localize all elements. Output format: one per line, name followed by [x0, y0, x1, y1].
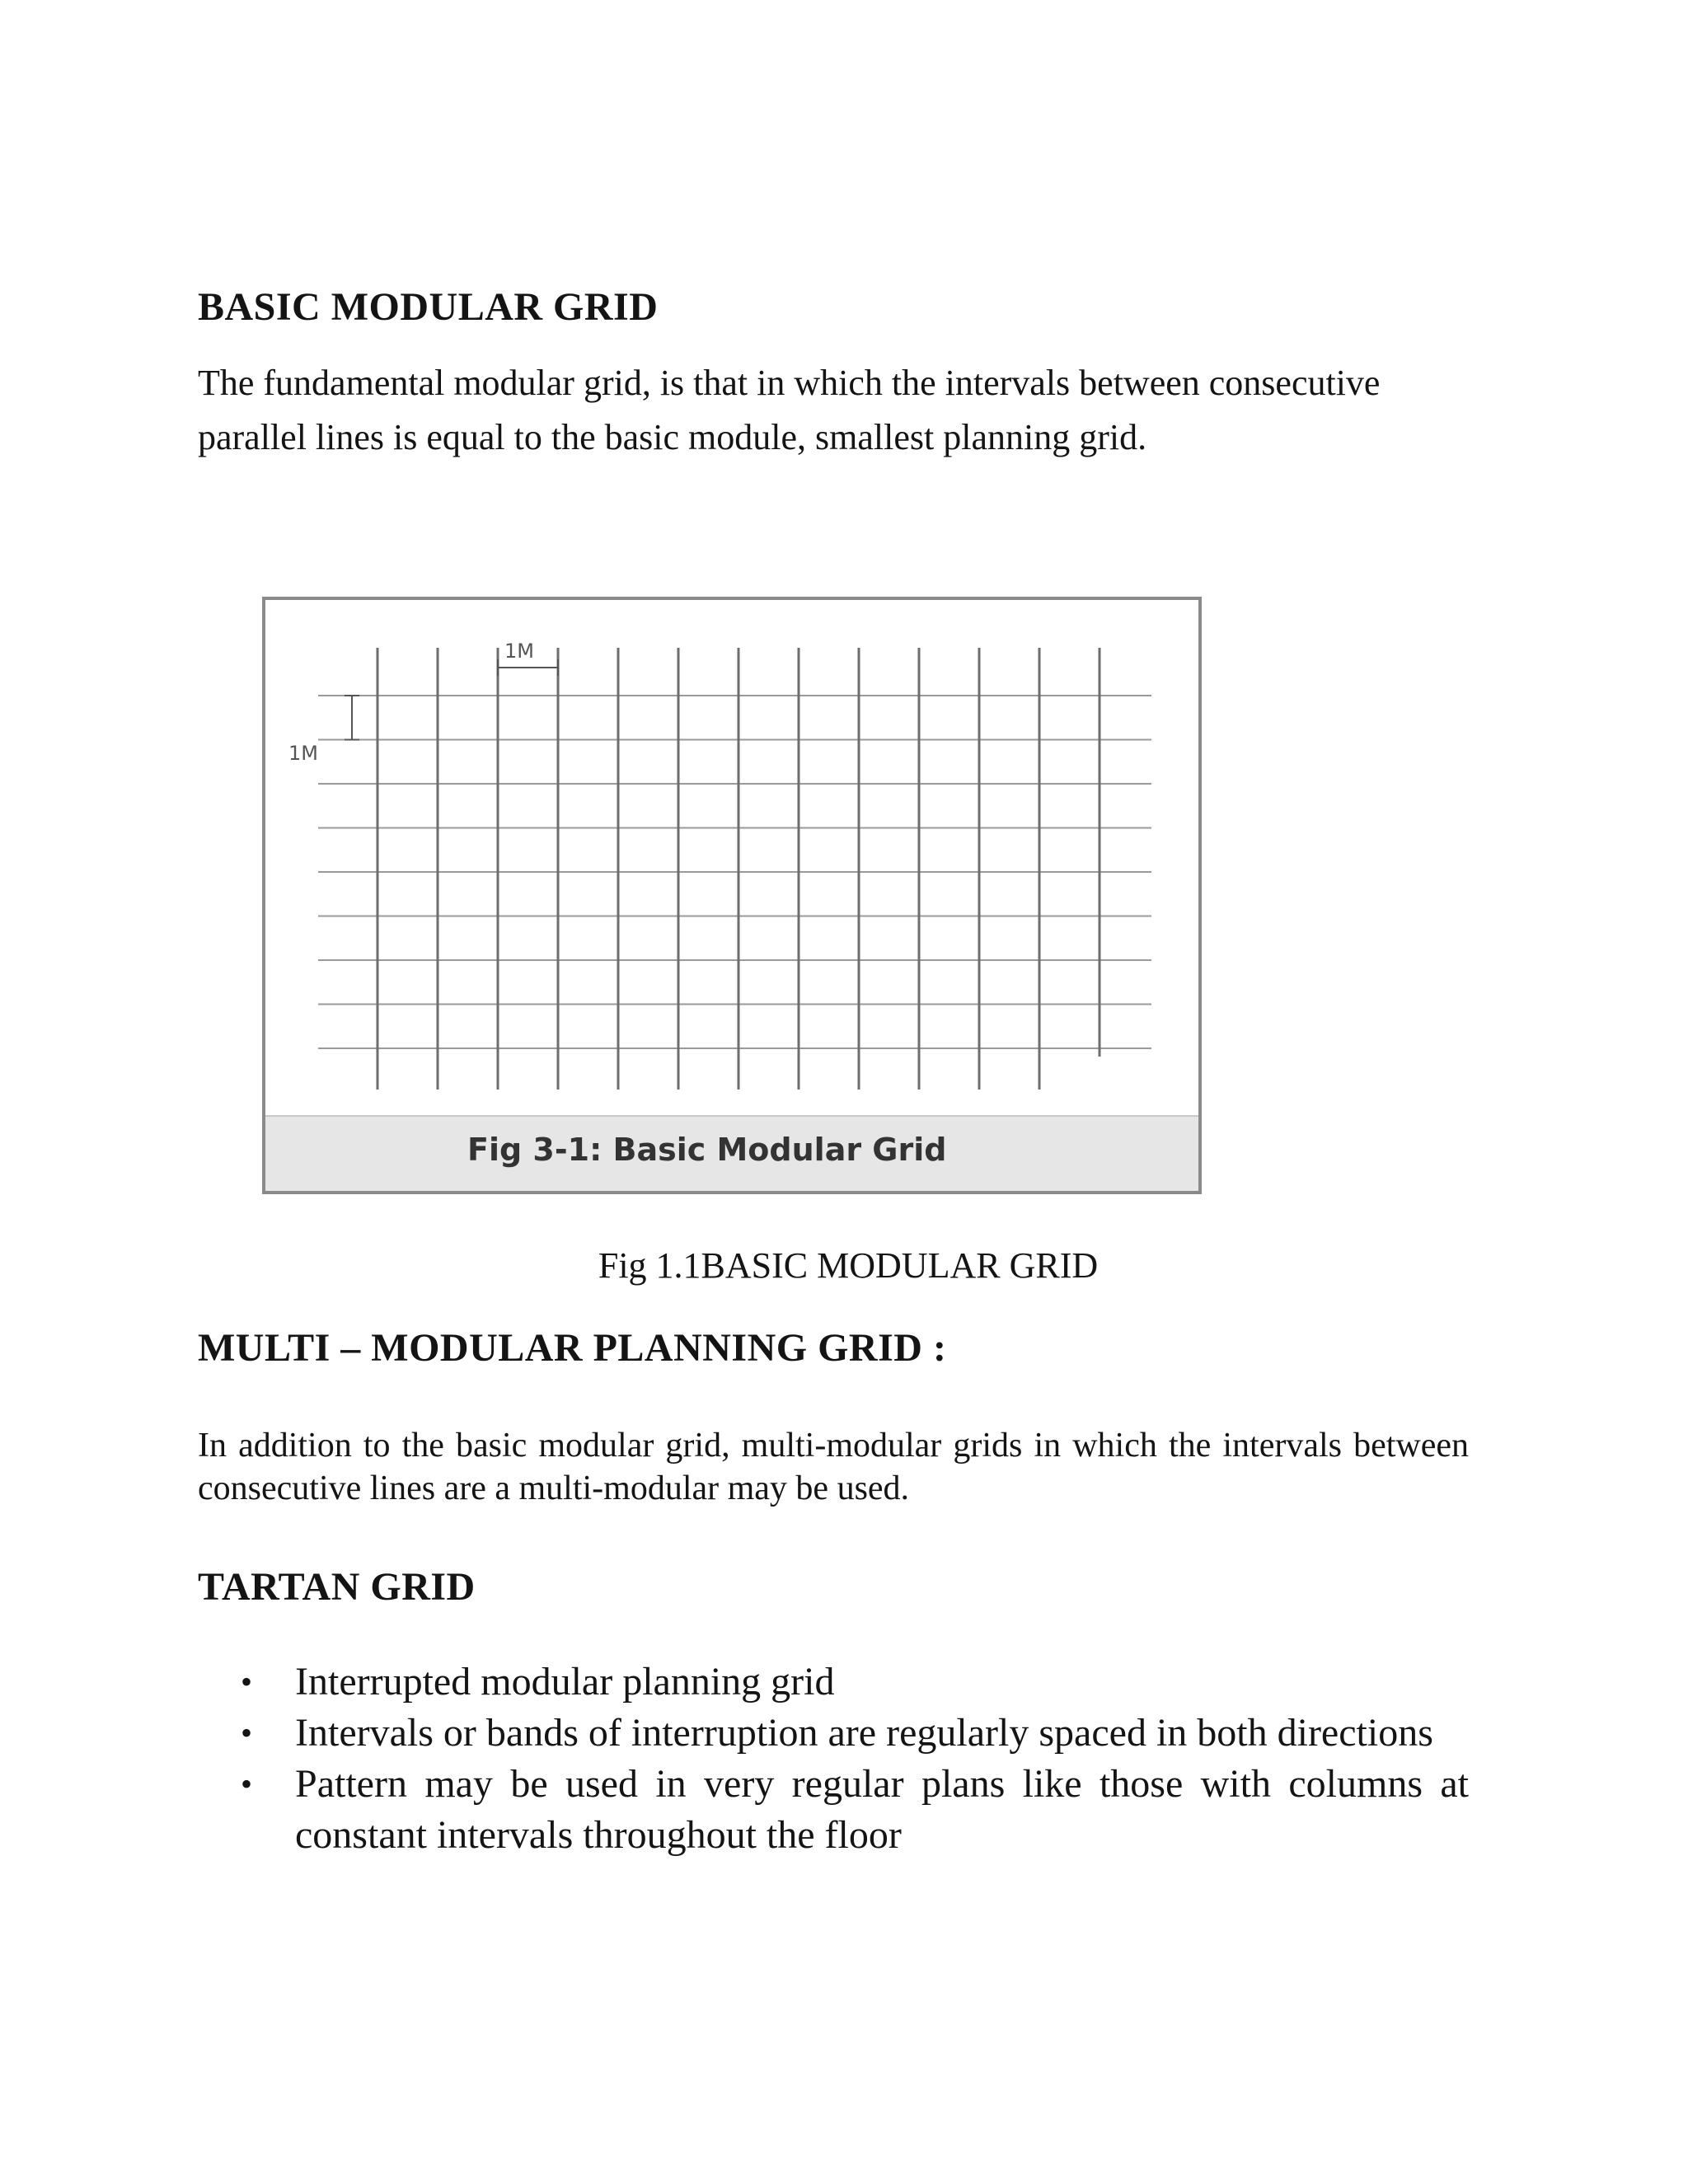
- paragraph-multi-modular-planning-grid: In addition to the basic modular grid, multi-modular grids in which the intervals between consecutive lines are a multi-modular may be used.: [198, 1427, 1469, 1507]
- list-item: [198, 1657, 1469, 1708]
- grid-drawing: [265, 600, 1198, 1191]
- figure-caption-text: Fig 1.1BASIC MODULAR GRID: [598, 1245, 1099, 1286]
- figure-basic-modular-grid: [262, 597, 1202, 1194]
- heading-basic-modular-grid: BASIC MODULAR GRID: [198, 285, 659, 329]
- dimension-label-horizontal: 1M: [504, 640, 534, 663]
- list-item: [198, 1759, 1469, 1861]
- list-item-text: Pattern may be used in very regular plans like those with columns at constant intervals throughout the floor: [295, 1762, 1469, 1857]
- list-item: [198, 1708, 1469, 1759]
- figure-banner-label: Fig 3-1: Basic Modular Grid: [467, 1132, 947, 1168]
- figure-caption: [0, 1244, 1688, 1286]
- bullet-icon: •: [241, 1663, 253, 1700]
- paragraph-basic-modular-grid: The fundamental modular grid, is that in which the intervals between consecutive parallel lines is equal to the basic module, smallest planning grid.: [198, 363, 1381, 457]
- bullet-icon: •: [241, 1765, 253, 1802]
- tartan-grid-bullet-list: [198, 1657, 1469, 1861]
- dimension-label-vertical: 1M: [288, 742, 318, 765]
- list-item-text: Intervals or bands of interruption are regularly spaced in both directions: [295, 1711, 1433, 1755]
- list-item-text: Interrupted modular planning grid: [295, 1660, 835, 1704]
- bullet-icon: •: [241, 1714, 253, 1751]
- heading-tartan-grid: TARTAN GRID: [198, 1565, 476, 1609]
- heading-multi-modular-planning-grid: MULTI – MODULAR PLANNING GRID :: [198, 1326, 947, 1370]
- figure-banner: [265, 1115, 1198, 1191]
